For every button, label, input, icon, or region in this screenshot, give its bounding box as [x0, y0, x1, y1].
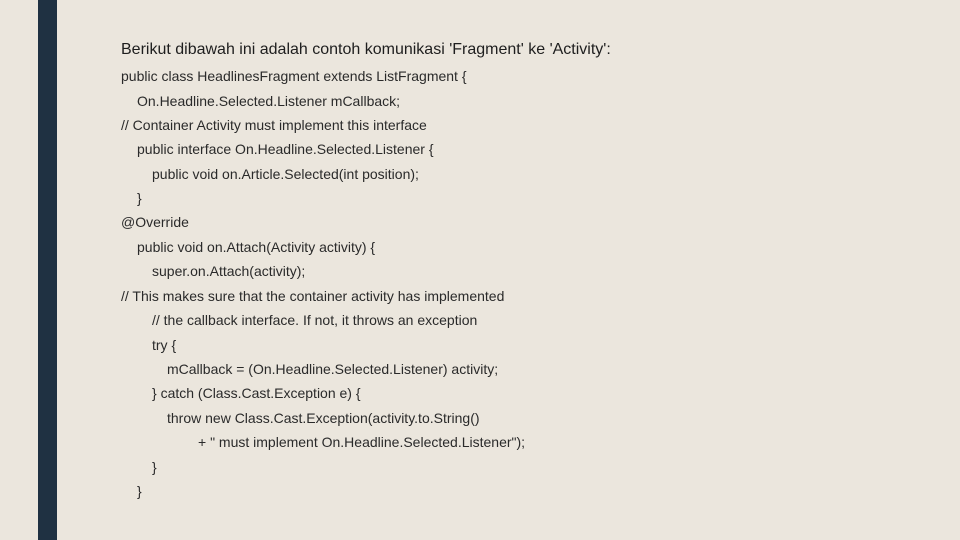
code-line: throw new Class.Cast.Exception(activity.to.String()	[167, 410, 480, 426]
code-line: public void on.Attach(Activity activity) {	[137, 239, 376, 255]
code-line: super.on.Attach(activity);	[152, 263, 306, 279]
code-line: public interface On.Headline.Selected.Listener {	[137, 141, 434, 157]
code-line: public void on.Article.Selected(int position);	[152, 166, 419, 182]
code-line: }	[152, 459, 157, 475]
left-accent-bar	[38, 0, 57, 540]
code-line: }	[137, 483, 142, 499]
code-line: @Override	[121, 214, 189, 230]
code-line: }	[137, 190, 142, 206]
code-line: public class HeadlinesFragment extends ListFragment {	[121, 68, 467, 84]
code-line: // the callback interface. If not, it throws an exception	[152, 312, 478, 328]
code-line: mCallback = (On.Headline.Selected.Listener) activity;	[167, 361, 499, 377]
code-line: // This makes sure that the container activity has implemented	[121, 288, 505, 304]
code-line: try {	[152, 337, 177, 353]
slide-title: Berikut dibawah ini adalah contoh komunikasi 'Fragment' ke 'Activity':	[121, 41, 611, 58]
slide-content	[121, 37, 921, 63]
code-line: + " must implement On.Headline.Selected.Listener");	[198, 434, 526, 450]
code-line: // Container Activity must implement this interface	[121, 117, 427, 133]
code-line: } catch (Class.Cast.Exception e) {	[152, 385, 361, 401]
code-line: On.Headline.Selected.Listener mCallback;	[137, 93, 401, 109]
